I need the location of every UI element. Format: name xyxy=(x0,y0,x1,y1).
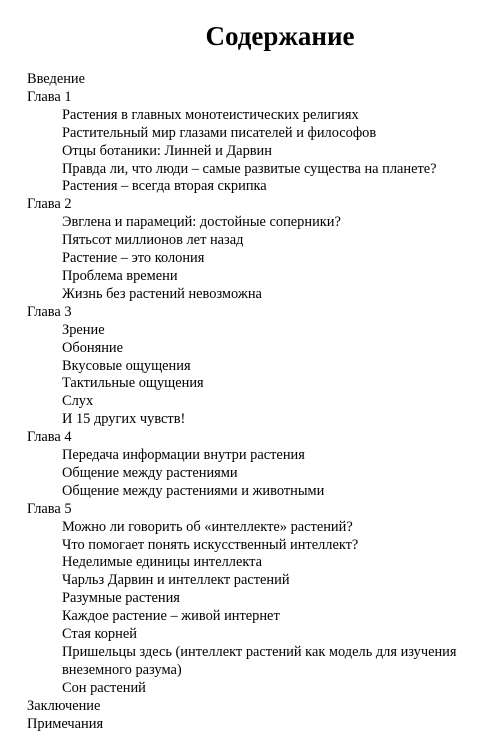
table-of-contents xyxy=(27,71,477,734)
toc-section-entry: Передача информации внутри растения xyxy=(62,447,305,464)
toc-section-entry: Тактильные ощущения xyxy=(62,375,204,392)
toc-chapter-entry: Примечания xyxy=(27,715,104,732)
toc-chapter-entry: Глава 1 xyxy=(27,88,72,105)
toc-section-entry: Вкусовые ощущения xyxy=(62,357,191,374)
toc-chapter-entry: Глава 2 xyxy=(27,196,72,213)
toc-section-entry: Что помогает понять искусственный интеллект? xyxy=(62,536,359,553)
toc-section-entry: Общение между растениями и животными xyxy=(62,482,325,499)
toc-section-entry: Пятьсот миллионов лет назад xyxy=(62,232,244,249)
toc-chapter-entry: Глава 3 xyxy=(27,303,72,320)
toc-section-entry: Отцы ботаники: Линней и Дарвин xyxy=(62,142,272,159)
toc-section-entry: Разумные растения xyxy=(62,590,180,607)
toc-section-entry: Растения в главных монотеистических религиях xyxy=(62,106,359,123)
toc-section-entry: Обоняние xyxy=(62,339,124,356)
toc-chapter-entry: Введение xyxy=(27,71,86,87)
toc-section-entry: Можно ли говорить об «интеллекте» растений? xyxy=(62,518,353,535)
toc-section-entry: Стая корней xyxy=(62,626,137,643)
toc-section-entry: Пришельцы здесь (интеллект растений как модель для изучения внеземного разума) xyxy=(62,644,457,678)
toc-section-entry: Слух xyxy=(62,393,94,410)
toc-section-entry: Неделимые единицы интеллекта xyxy=(62,554,263,571)
toc-section-entry: Сон растений xyxy=(62,679,146,696)
toc-section-entry: Общение между растениями xyxy=(62,464,238,481)
toc-section-entry: Растение – это колония xyxy=(62,250,205,267)
toc-section-entry: Растения – всегда вторая скрипка xyxy=(62,178,267,195)
toc-section-entry: Растительный мир глазами писателей и философов xyxy=(62,124,377,141)
toc-section-entry: Чарльз Дарвин и интеллект растений xyxy=(62,572,290,589)
page-title: Содержание xyxy=(205,21,355,51)
toc-chapter-entry: Глава 5 xyxy=(27,500,72,517)
toc-chapter-entry: Заключение xyxy=(27,697,101,714)
toc-section-entry: Жизнь без растений невозможна xyxy=(62,285,262,302)
toc-section-entry: Эвглена и парамеций: достойные соперники? xyxy=(62,214,341,231)
toc-section-entry: И 15 других чувств! xyxy=(62,411,186,428)
toc-section-entry: Каждое растение – живой интернет xyxy=(62,608,280,625)
toc-chapter-entry: Глава 4 xyxy=(27,429,72,446)
toc-section-entry: Проблема времени xyxy=(62,267,178,284)
toc-section-entry: Зрение xyxy=(62,321,105,338)
toc-section-entry: Правда ли, что люди – самые развитые существа на планете? xyxy=(62,160,437,177)
